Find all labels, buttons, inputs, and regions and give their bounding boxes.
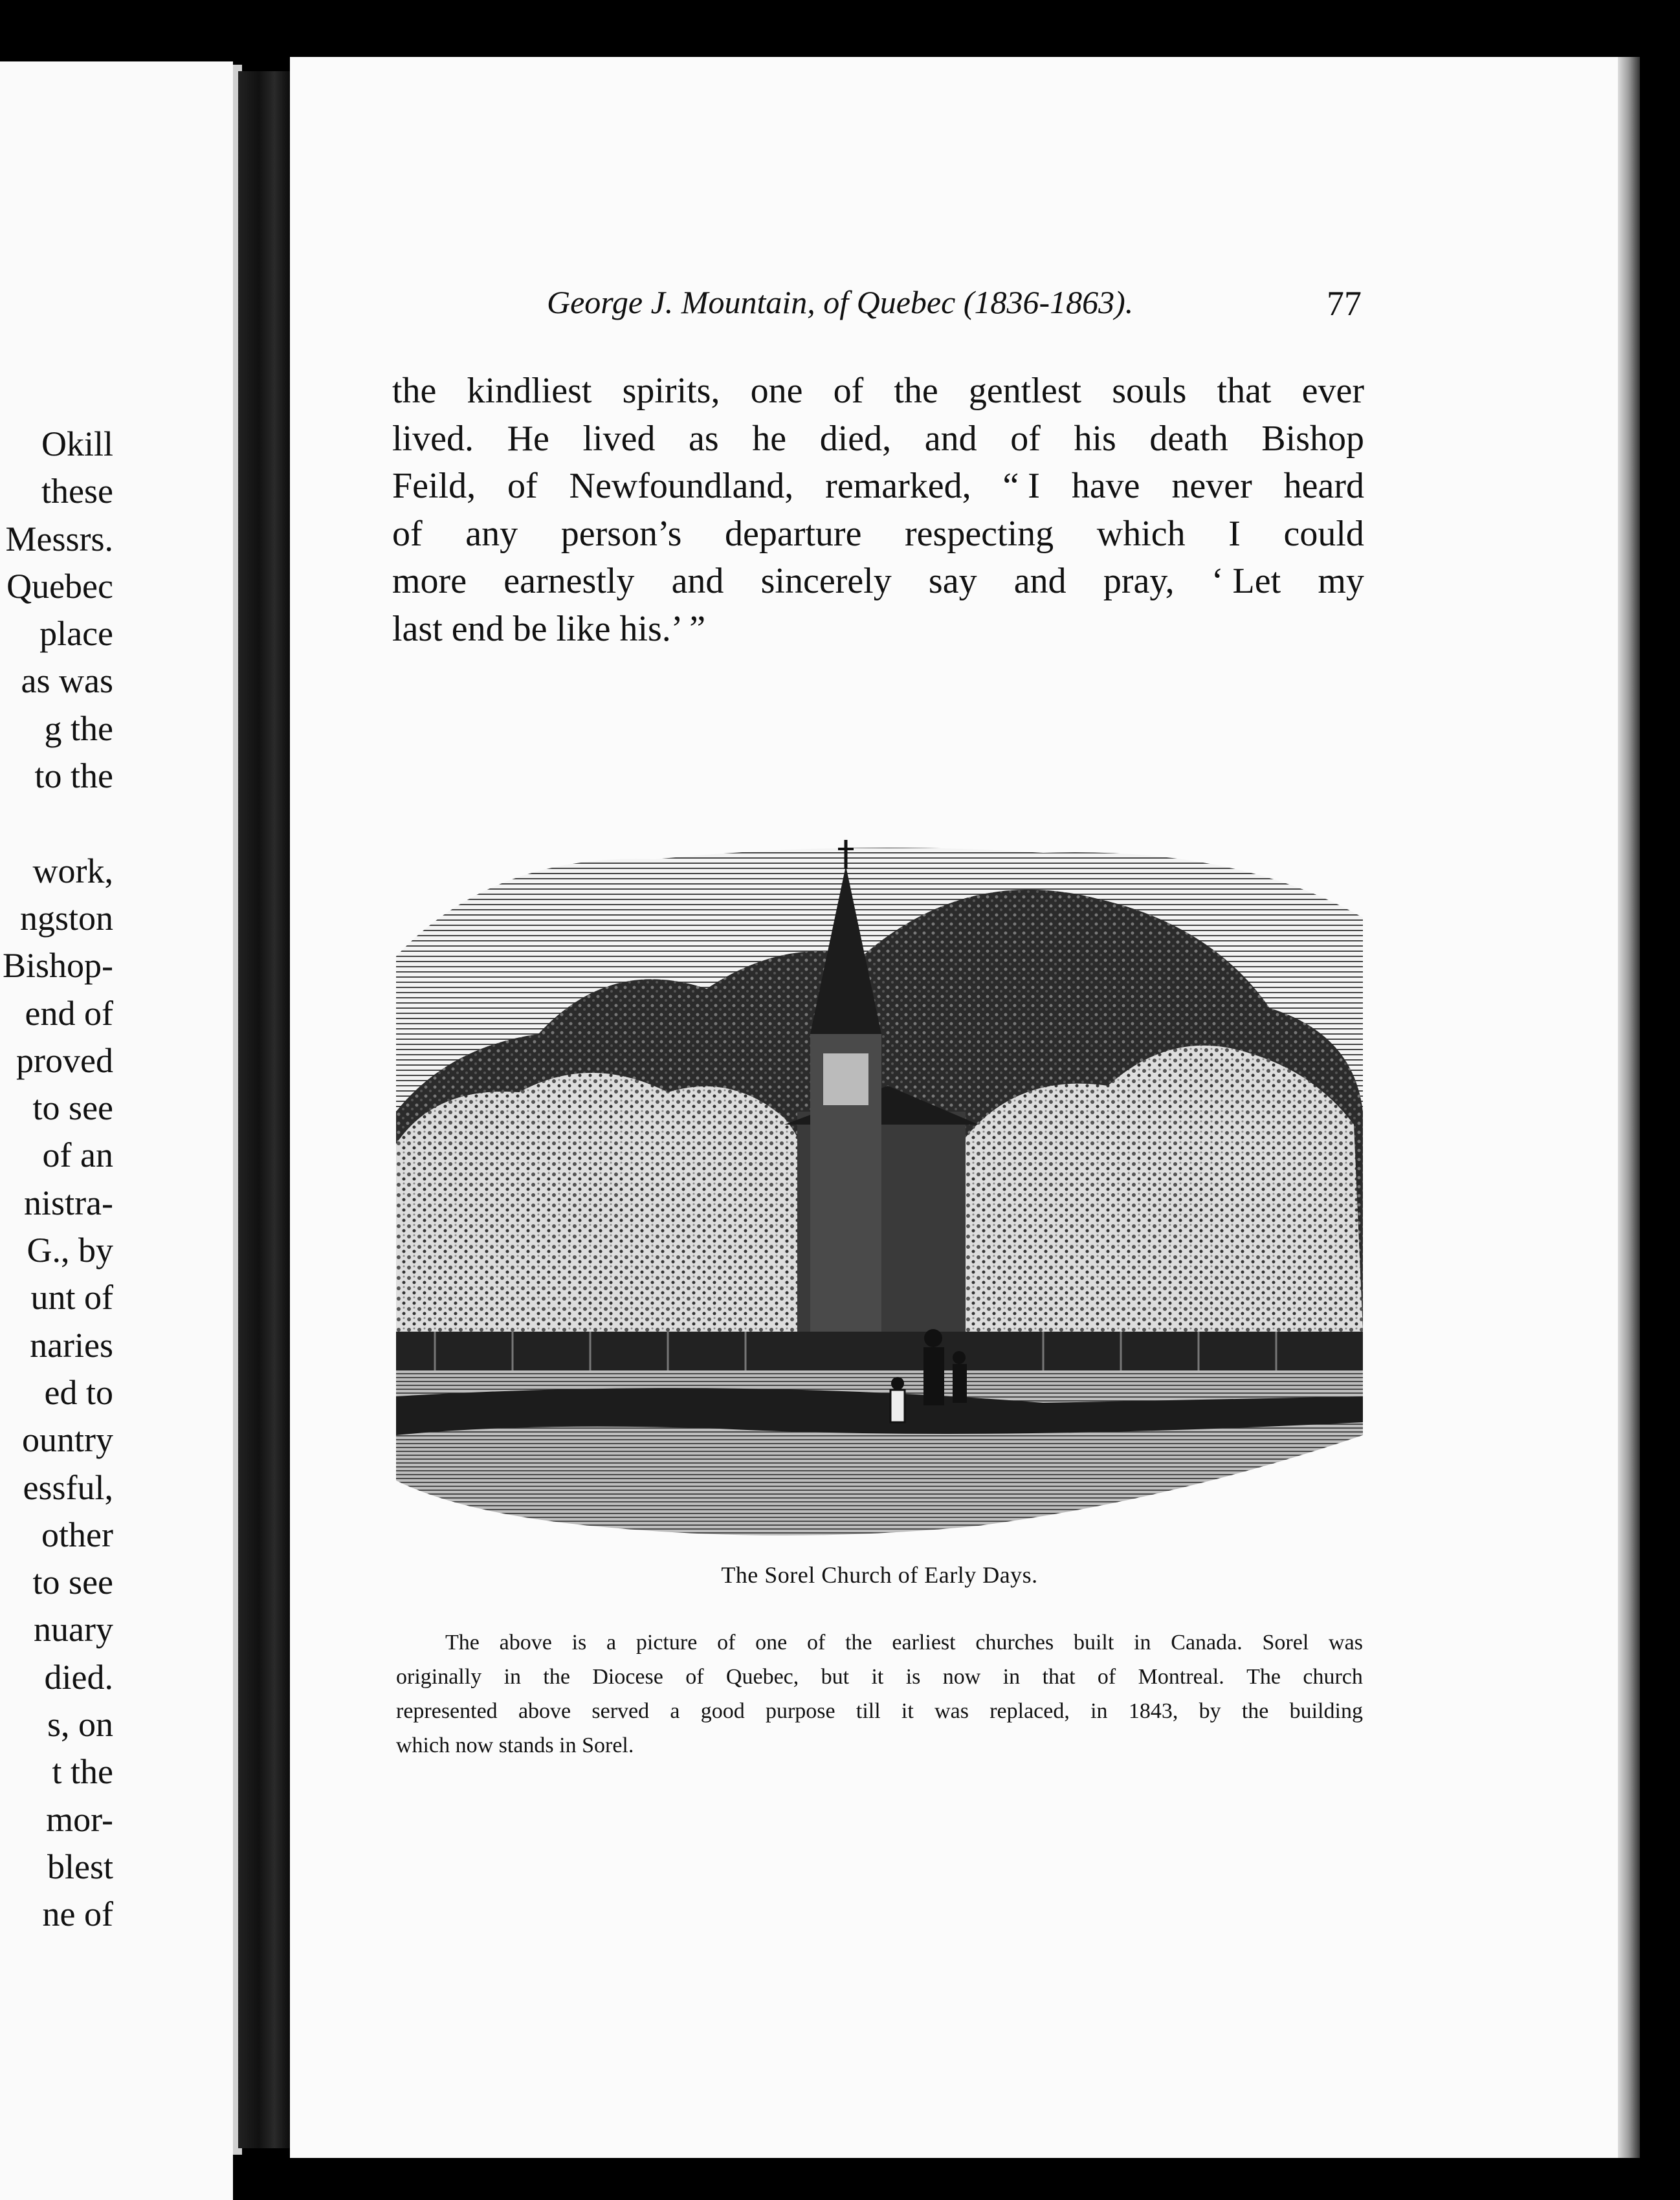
body-word: lived: [582, 418, 656, 459]
body-word: departure: [725, 513, 862, 554]
description-word: earliest: [892, 1631, 956, 1655]
description-word: in: [1002, 1665, 1021, 1689]
left-page-line: Okill: [41, 424, 113, 463]
description-word: is: [571, 1631, 587, 1655]
description-word: Canada.: [1171, 1631, 1243, 1655]
left-page-line: end of: [25, 993, 113, 1033]
engraving-illustration: [396, 840, 1363, 1545]
description-word: served: [591, 1699, 650, 1723]
description-word: Diocese: [592, 1665, 663, 1689]
body-word: of: [833, 371, 864, 411]
body-line: [392, 463, 1364, 511]
description-word: built: [1073, 1631, 1114, 1655]
left-page-line: g the: [44, 709, 113, 748]
left-page-line: s, on: [47, 1705, 113, 1744]
body-word: lived.: [392, 418, 474, 459]
body-word: say: [928, 561, 977, 601]
body-word: have: [1071, 466, 1140, 506]
description-word: it: [901, 1699, 914, 1723]
body-word: of: [1010, 418, 1041, 459]
left-page-line: [3, 800, 113, 847]
figure-description: [396, 1625, 1363, 1763]
body-word: more: [392, 561, 467, 601]
description-word: now: [942, 1665, 981, 1689]
description-word: in: [503, 1665, 522, 1689]
body-word: Newfoundland,: [569, 466, 794, 506]
body-word: and: [924, 418, 977, 459]
description-word: originally: [396, 1665, 482, 1689]
description-word: a: [606, 1631, 617, 1655]
left-page-line: t the: [52, 1752, 113, 1792]
left-page-line: to the: [34, 756, 113, 796]
body-word: that: [1217, 371, 1272, 411]
description-word: building: [1289, 1699, 1363, 1723]
description-word: of: [717, 1631, 736, 1655]
description-word: the: [1241, 1699, 1269, 1723]
left-page-line: proved: [16, 1040, 113, 1080]
left-page-line: to see: [32, 1563, 113, 1602]
left-page-line: ed to: [44, 1372, 113, 1412]
page-number: 77: [1327, 284, 1362, 323]
description-word: The: [445, 1631, 480, 1655]
body-word: never: [1171, 466, 1252, 506]
description-word: in: [1090, 1699, 1108, 1723]
description-line: [396, 1728, 1363, 1763]
body-word: he: [752, 418, 787, 459]
left-page-line: these: [41, 472, 113, 511]
left-page-text: [3, 421, 113, 1939]
running-head: George J. Mountain, of Quebec (1836-1863).: [547, 284, 1134, 320]
left-page-line: died.: [44, 1657, 113, 1697]
description-word: 1843,: [1128, 1699, 1178, 1723]
body-word: ever: [1301, 371, 1364, 411]
body-word: which: [1096, 513, 1186, 554]
body-word: Bishop: [1261, 418, 1364, 459]
description-word: was: [1329, 1631, 1363, 1655]
left-page-line: ne of: [42, 1895, 113, 1934]
left-page-line: other: [41, 1515, 113, 1554]
figure-caption: The Sorel Church of Early Days.: [721, 1562, 1038, 1588]
left-page-line: ngston: [19, 898, 113, 938]
body-word: heard: [1283, 466, 1364, 506]
body-word: his: [1074, 418, 1116, 459]
body-word: and: [671, 561, 724, 601]
body-text: [392, 368, 1364, 653]
body-word: of: [507, 466, 538, 506]
description-word: Montreal.: [1138, 1665, 1224, 1689]
church-engraving: [396, 840, 1363, 1545]
body-word: of: [392, 513, 423, 554]
body-word: one: [750, 371, 803, 411]
body-word: died,: [819, 418, 892, 459]
body-word: remarked,: [825, 466, 971, 506]
description-word: of: [685, 1665, 704, 1689]
body-word: the: [392, 371, 437, 411]
description-word: of: [1097, 1665, 1116, 1689]
book-gutter: [238, 71, 290, 2148]
description-word: till: [856, 1699, 881, 1723]
description-word: the: [543, 1665, 570, 1689]
description-word: church: [1303, 1665, 1363, 1689]
left-page-line: nuary: [34, 1610, 113, 1649]
left-page-line: blest: [47, 1847, 113, 1886]
body-line: [392, 415, 1364, 463]
description-word: represented: [396, 1699, 498, 1723]
description-word: was: [934, 1699, 969, 1723]
description-word: Quebec,: [725, 1665, 799, 1689]
body-word: the: [894, 371, 938, 411]
body-line: [392, 511, 1364, 558]
description-word: above: [518, 1699, 571, 1723]
description-word: that: [1042, 1665, 1076, 1689]
left-page-line: as was: [21, 661, 113, 701]
body-line: [392, 558, 1364, 606]
body-word: spirits,: [622, 371, 720, 411]
description-word: but: [821, 1665, 850, 1689]
left-page-line: ountry: [22, 1420, 113, 1460]
body-word: respecting: [905, 513, 1054, 554]
description-word: of: [807, 1631, 826, 1655]
body-word: “ I: [1002, 466, 1040, 506]
body-word: He: [507, 418, 549, 459]
description-word: The: [1246, 1665, 1281, 1689]
body-word: could: [1283, 513, 1364, 554]
left-page-line: of an: [42, 1136, 113, 1175]
description-word: good: [700, 1699, 745, 1723]
left-page-line: Bishop-: [2, 946, 113, 985]
description-word: the: [845, 1631, 872, 1655]
left-page-line: mor-: [46, 1799, 113, 1839]
left-page-line: essful,: [23, 1468, 113, 1507]
page-edge-right: [1618, 57, 1640, 2158]
body-line: [392, 368, 1364, 415]
description-word: it: [871, 1665, 884, 1689]
body-word: death: [1149, 418, 1228, 459]
body-word: last end be like his.’ ”: [392, 608, 706, 649]
left-page-line: to see: [32, 1088, 113, 1128]
left-page-line: G., by: [27, 1231, 113, 1270]
description-word: purpose: [765, 1699, 835, 1723]
description-word: replaced,: [989, 1699, 1070, 1723]
body-line: [392, 606, 1364, 654]
description-word: which now stands in Sorel.: [396, 1733, 634, 1757]
description-word: by: [1199, 1699, 1221, 1723]
body-word: as: [689, 418, 719, 459]
body-word: kindliest: [467, 371, 592, 411]
body-word: I: [1228, 513, 1241, 554]
body-word: souls: [1112, 371, 1187, 411]
description-word: Sorel: [1262, 1631, 1309, 1655]
description-word: churches: [975, 1631, 1054, 1655]
description-word: a: [670, 1699, 680, 1723]
description-word: is: [905, 1665, 921, 1689]
description-word: picture: [636, 1631, 698, 1655]
body-word: gentlest: [968, 371, 1082, 411]
description-line: [396, 1694, 1363, 1728]
description-word: in: [1134, 1631, 1151, 1655]
description-line: [396, 1625, 1363, 1660]
left-page-line: Messrs.: [5, 519, 113, 558]
description-word: above: [499, 1631, 552, 1655]
body-word: any: [465, 513, 518, 554]
body-word: Feild,: [392, 466, 476, 506]
left-page-line: place: [39, 614, 113, 654]
left-page: [0, 61, 233, 2200]
body-word: ‘ Let: [1211, 561, 1281, 601]
left-page-line: naries: [30, 1325, 113, 1365]
description-line: [396, 1660, 1363, 1694]
body-word: earnestly: [503, 561, 635, 601]
description-word: one: [755, 1631, 788, 1655]
left-page-line: nistra-: [24, 1183, 113, 1222]
body-word: person’s: [560, 513, 682, 554]
left-page-line: Quebec: [6, 566, 113, 606]
body-word: and: [1013, 561, 1067, 601]
body-word: pray,: [1103, 561, 1175, 601]
body-word: sincerely: [760, 561, 892, 601]
left-page-line: work,: [32, 851, 113, 890]
body-word: my: [1318, 561, 1364, 601]
left-page-line: unt of: [30, 1278, 113, 1317]
